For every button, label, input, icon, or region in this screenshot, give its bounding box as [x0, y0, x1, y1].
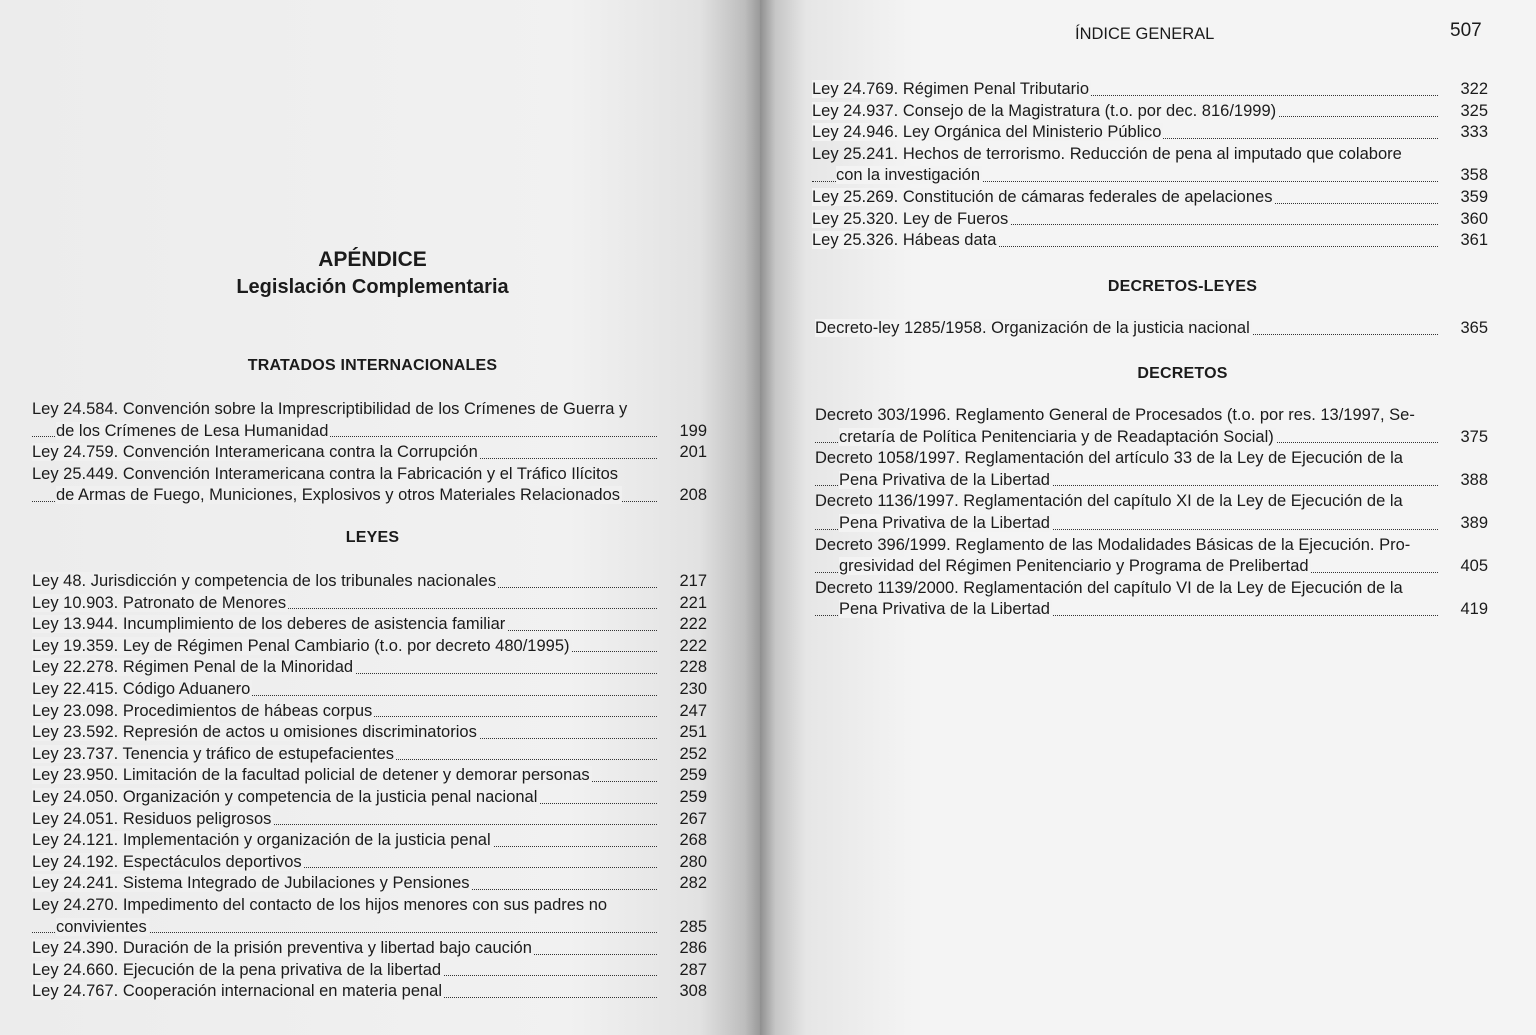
toc-entry-title: Ley 24.050. Organización y competencia de la justicia penal nacional [32, 787, 538, 806]
toc-entry-title: gresividad del Régimen Penitenciario y Programa de Prelibertad [839, 557, 1309, 576]
page-number: 507 [1450, 20, 1482, 41]
toc-entry-title: Ley 24.937. Consejo de la Magistratura (t.o. por dec. 816/1999) [812, 101, 1277, 120]
toc-entry-page: 322 [1460, 80, 1488, 98]
toc-entry-page: 217 [679, 572, 707, 590]
running-header: ÍNDICE GENERAL [1075, 25, 1215, 43]
toc-entry-page: 268 [679, 831, 707, 850]
toc-entry-title: Ley 25.241. Hechos de terrorismo. Reducción de pena al imputado que colabore [812, 144, 1402, 163]
toc-entry-page: 228 [679, 658, 707, 677]
toc-entry-title: Ley 24.241. Sistema Integrado de Jubilaciones y Pensiones [32, 874, 470, 893]
toc-entry-line [32, 614, 715, 636]
toc-entry-title: Ley 23.950. Limitación de la facultad policial de detener y demorar personas [32, 766, 590, 785]
appendix-title: APÉNDICE [318, 248, 427, 271]
toc-entry-title: Ley 25.449. Convención Interamericana contra la Fabricación y el Tráfico Ilícitos [32, 464, 619, 483]
toc-entry-title: Ley 23.737. Tenencia y tráfico de estupefacientes [32, 744, 395, 763]
toc-list-decretos [815, 405, 1496, 621]
toc-entry-page: 222 [679, 615, 707, 634]
toc-entry-title: Decreto-ley 1285/1958. Organización de la justicia nacional [815, 319, 1250, 337]
toc-entry-line [32, 722, 715, 744]
toc-entry-line [32, 981, 715, 1003]
toc-entry-page: 199 [679, 421, 707, 440]
toc-entry-line [815, 405, 1496, 427]
toc-entry-title: Pena Privativa de la Libertad [839, 513, 1050, 532]
toc-entry-page: 365 [1460, 319, 1488, 337]
section-heading-tratados: TRATADOS INTERNACIONALES [247, 357, 498, 374]
toc-entry-page: 388 [1460, 470, 1488, 489]
toc-entry-title: Ley 22.278. Régimen Penal de la Minoridad [32, 658, 354, 677]
toc-entry-line [32, 960, 715, 982]
left-page [0, 0, 760, 1035]
toc-entry-line [815, 448, 1496, 470]
toc-entry-line [32, 809, 715, 831]
section-heading-leyes: LEYES [345, 529, 400, 546]
toc-entry-title: Ley 24.051. Residuos peligrosos [32, 809, 272, 828]
toc-entry-line [815, 318, 1496, 340]
section-heading-decretos: DECRETOS [1137, 365, 1228, 382]
toc-entry-title: Ley 23.592. Represión de actos u omisiones discriminatorios [32, 723, 477, 742]
toc-entry-line [32, 399, 715, 421]
toc-entry-page: 308 [679, 982, 707, 1001]
toc-entry-page: 280 [679, 852, 707, 871]
toc-entry-line [812, 165, 1496, 187]
toc-list-leyes-continued [812, 79, 1496, 252]
toc-entry-page: 419 [1460, 600, 1488, 619]
toc-entry-page: 259 [679, 787, 707, 806]
toc-entry-title: Ley 25.326. Hábeas data [812, 231, 997, 250]
toc-entry-title: Ley 25.269. Constitución de cámaras federales de apelaciones [812, 187, 1273, 206]
toc-entry-line [32, 442, 715, 464]
toc-entry-title: Ley 24.767. Cooperación internacional en materia penal [32, 982, 443, 1001]
toc-entry-page: 282 [679, 874, 707, 893]
toc-entry-line [815, 470, 1496, 492]
toc-entry-page: 325 [1460, 101, 1488, 120]
toc-entry-line [32, 744, 715, 766]
toc-list-decretos-leyes [815, 318, 1496, 340]
toc-entry-page: 222 [679, 636, 707, 655]
toc-entry-line [32, 873, 715, 895]
toc-entry-page: 360 [1460, 209, 1488, 228]
right-page [760, 0, 1536, 1035]
toc-entry-line [32, 830, 715, 852]
toc-entry-page: 252 [679, 744, 707, 763]
toc-entry-page: 201 [679, 443, 707, 462]
toc-entry-page: 286 [679, 939, 707, 958]
toc-entry-line [32, 464, 715, 486]
toc-entry-line [815, 427, 1496, 449]
toc-entry-line [32, 421, 715, 443]
toc-entry-line [32, 657, 715, 679]
toc-entry-title: de los Crímenes de Lesa Humanidad [56, 421, 329, 440]
toc-entry-title: Decreto 1139/2000. Reglamentación del capítulo VI de la Ley de Ejecución de la [815, 578, 1403, 597]
toc-entry-title: Ley 10.903. Patronato de Menores [32, 593, 287, 612]
toc-list-tratados [32, 399, 715, 507]
toc-entry-line [32, 485, 715, 507]
toc-entry-title: Ley 48. Jurisdicción y competencia de los tribunales nacionales [32, 572, 497, 590]
toc-entry-line [812, 101, 1496, 123]
toc-entry-line [32, 917, 715, 939]
toc-entry-line [815, 535, 1496, 557]
toc-entry-title: Decreto 303/1996. Reglamento General de Procesados (t.o. por res. 13/1997, Se- [815, 406, 1415, 424]
toc-list-leyes [32, 571, 715, 1003]
toc-entry-line [815, 556, 1496, 578]
toc-entry-title: Pena Privativa de la Libertad [839, 470, 1050, 489]
toc-entry-title: Decreto 1136/1997. Reglamentación del capítulo XI de la Ley de Ejecución de la [815, 492, 1403, 511]
toc-entry-page: 285 [679, 917, 707, 936]
toc-entry-page: 251 [679, 723, 707, 742]
toc-entry-title: Ley 13.944. Incumplimiento de los deberes de asistencia familiar [32, 615, 506, 634]
appendix-subtitle: Legislación Complementaria [236, 276, 509, 298]
toc-entry-title: Decreto 396/1999. Reglamento de las Modalidades Básicas de la Ejecución. Pro- [815, 535, 1411, 554]
toc-entry-page: 259 [679, 766, 707, 785]
toc-entry-page: 375 [1460, 427, 1488, 446]
toc-entry-title: Ley 24.946. Ley Orgánica del Ministerio Público [812, 123, 1162, 142]
toc-entry-line [812, 209, 1496, 231]
toc-entry-title: de Armas de Fuego, Municiones, Explosivos y otros Materiales Relacionados [56, 486, 621, 505]
toc-entry-page: 361 [1460, 231, 1488, 250]
section-heading-decretos-leyes: DECRETOS-LEYES [1107, 278, 1258, 295]
toc-entry-line [32, 593, 715, 615]
toc-entry-title: con la investigación [836, 166, 981, 185]
toc-entry-page: 359 [1460, 187, 1488, 206]
toc-entry-line [32, 701, 715, 723]
toc-entry-title: convivientes [56, 917, 147, 936]
toc-entry-title: Ley 24.769. Régimen Penal Tributario [812, 80, 1090, 98]
toc-entry-title: Ley 24.390. Duración de la prisión preventiva y libertad bajo caución [32, 939, 532, 958]
toc-entry-page: 287 [679, 960, 707, 979]
toc-entry-page: 333 [1460, 123, 1488, 142]
toc-entry-title: Ley 24.192. Espectáculos deportivos [32, 852, 302, 871]
toc-entry-page: 247 [679, 701, 707, 720]
toc-entry-title: Ley 23.098. Procedimientos de hábeas corpus [32, 701, 373, 720]
toc-entry-title: Ley 24.121. Implementación y organización de la justicia penal [32, 831, 491, 850]
toc-entry-line [32, 679, 715, 701]
toc-entry-title: Ley 24.584. Convención sobre la Imprescriptibilidad de los Crímenes de Guerra y [32, 400, 628, 418]
toc-entry-line [812, 187, 1496, 209]
toc-entry-title: Ley 24.759. Convención Interamericana contra la Corrupción [32, 443, 478, 462]
toc-entry-line [32, 787, 715, 809]
toc-entry-line [32, 852, 715, 874]
toc-entry-page: 405 [1460, 557, 1488, 576]
toc-entry-line [815, 491, 1496, 513]
toc-entry-line [32, 895, 715, 917]
toc-entry-line [812, 144, 1496, 166]
toc-entry-title: Ley 25.320. Ley de Fueros [812, 209, 1009, 228]
toc-entry-title: Ley 24.270. Impedimento del contacto de los hijos menores con sus padres no [32, 895, 608, 914]
toc-entry-line [815, 599, 1496, 621]
toc-entry-line [815, 513, 1496, 535]
toc-entry-line [812, 79, 1496, 101]
toc-entry-line [32, 765, 715, 787]
toc-entry-title: Ley 24.660. Ejecución de la pena privativa de la libertad [32, 960, 442, 979]
toc-entry-page: 358 [1460, 166, 1488, 185]
toc-entry-line [812, 122, 1496, 144]
toc-entry-title: Ley 22.415. Código Aduanero [32, 679, 251, 698]
toc-entry-page: 230 [679, 679, 707, 698]
toc-entry-line [32, 571, 715, 593]
toc-entry-page: 221 [679, 593, 707, 612]
toc-entry-page: 267 [679, 809, 707, 828]
toc-entry-title: cretaría de Política Penitenciaria y de Readaptación Social) [839, 427, 1274, 446]
toc-entry-line [815, 578, 1496, 600]
toc-entry-page: 389 [1460, 513, 1488, 532]
toc-entry-title: Pena Privativa de la Libertad [839, 600, 1050, 619]
toc-entry-line [32, 938, 715, 960]
toc-entry-page: 208 [679, 486, 707, 505]
toc-entry-title: Ley 19.359. Ley de Régimen Penal Cambiario (t.o. por decreto 480/1995) [32, 636, 570, 655]
toc-entry-title: Decreto 1058/1997. Reglamentación del artículo 33 de la Ley de Ejecución de la [815, 449, 1403, 468]
toc-entry-line [812, 230, 1496, 252]
toc-entry-line [32, 636, 715, 658]
